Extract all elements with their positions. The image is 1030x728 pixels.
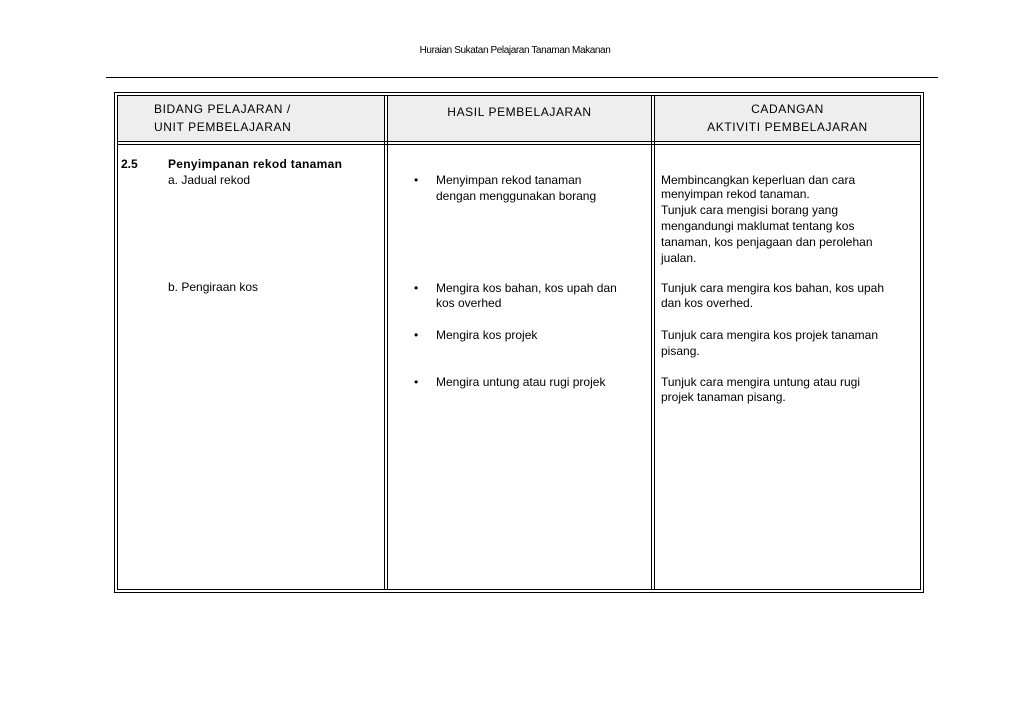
activity-line: Tunjuk cara mengira kos bahan, kos upah xyxy=(661,281,885,295)
col-divider xyxy=(651,96,652,589)
col3-header-line1: CADANGAN xyxy=(751,102,824,116)
activity-line: projek tanaman pisang. xyxy=(661,390,786,404)
outcome-line: Mengira kos bahan, kos upah dan xyxy=(436,281,617,295)
activity-line: jualan. xyxy=(661,251,697,265)
activity-line: Tunjuk cara mengira kos projek tanaman xyxy=(661,328,878,342)
outcome-line: kos overhed xyxy=(436,296,502,310)
section-title: Penyimpanan rekod tanaman xyxy=(168,157,343,171)
section-number: 2.5 xyxy=(121,157,138,171)
header-divider xyxy=(106,77,938,78)
activity-line: Membincangkan keperluan dan cara xyxy=(661,173,856,187)
col-divider xyxy=(654,96,655,589)
sub-item-b: b. Pengiraan kos xyxy=(168,280,259,294)
outcome-line: Mengira kos projek xyxy=(436,328,538,342)
header-divider-line xyxy=(118,144,920,145)
header-divider-line xyxy=(118,141,920,142)
bullet-icon: • xyxy=(414,328,419,342)
activity-line: menyimpan rekod tanaman. xyxy=(661,187,810,201)
activity-line: pisang. xyxy=(661,344,700,358)
activity-line: Tunjuk cara mengisi borang yang xyxy=(661,203,838,217)
col1-header-line1: BIDANG PELAJARAN / xyxy=(154,102,291,116)
col-divider xyxy=(384,96,385,589)
activity-line: tanaman, kos penjagaan dan perolehan xyxy=(661,235,873,249)
outcome-line: Mengira untung atau rugi projek xyxy=(436,375,606,389)
bullet-icon: • xyxy=(414,375,419,389)
col3-header-line2: AKTIVITI PEMBELAJARAN xyxy=(707,120,868,134)
bullet-icon: • xyxy=(414,173,419,187)
col-divider xyxy=(387,96,388,589)
sub-item-a: a. Jadual rekod xyxy=(168,173,251,187)
col2-header: HASIL PEMBELAJARAN xyxy=(447,105,592,119)
activity-line: Tunjuk cara mengira untung atau rugi xyxy=(661,375,861,389)
outcome-line: dengan menggunakan borang xyxy=(436,189,597,203)
activity-line: dan kos overhed. xyxy=(661,296,754,310)
col1-header-line2: UNIT PEMBELAJARAN xyxy=(154,120,292,134)
outcome-line: Menyimpan rekod tanaman xyxy=(436,173,582,187)
page-header: Huraian Sukatan Pelajaran Tanaman Makanan xyxy=(419,45,611,56)
activity-line: mengandungi maklumat tentang kos xyxy=(661,219,855,233)
bullet-icon: • xyxy=(414,281,419,295)
